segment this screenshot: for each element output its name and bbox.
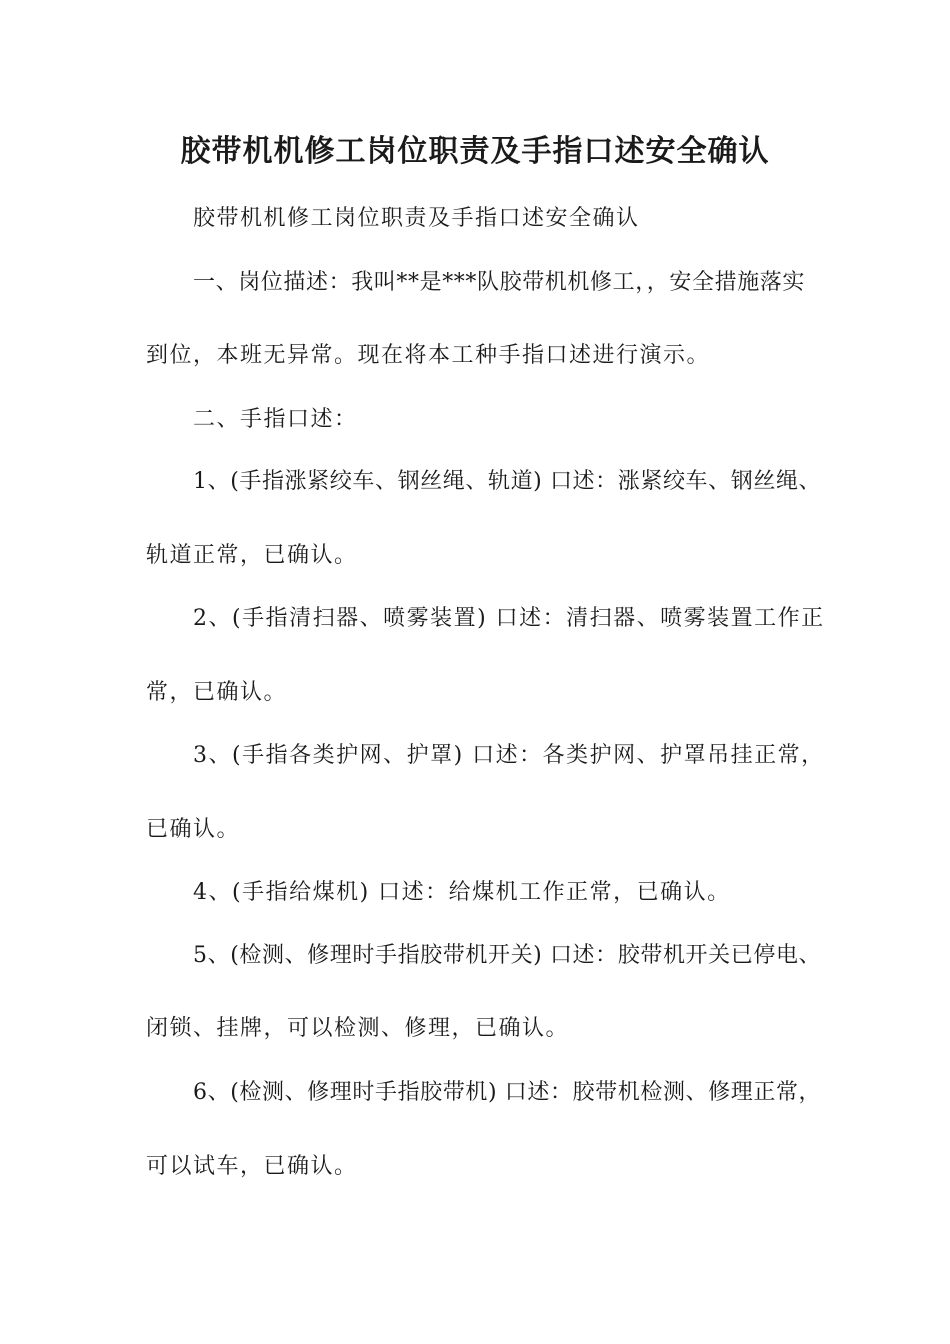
- paragraph-line: 4、(手指给煤机) 口述：给煤机工作正常，已确认。: [193, 880, 731, 905]
- paragraph-line: 2、(手指清扫器、喷雾装置) 口述：清扫器、喷雾装置工作正: [193, 606, 825, 631]
- paragraph-line: 到位，本班无异常。现在将本工种手指口述进行演示。: [146, 343, 711, 368]
- paragraph-line: 一、岗位描述：我叫**是***队胶带机机修工，，安全措施落实: [193, 270, 806, 295]
- document-title: 胶带机机修工岗位职责及手指口述安全确认: [180, 134, 770, 169]
- paragraph-line: 6、(检测、修理时手指胶带机) 口述：胶带机检测、修理正常，: [193, 1080, 822, 1105]
- paragraph-line: 轨道正常，已确认。: [146, 543, 358, 568]
- paragraph-line: 3、(手指各类护网、护罩) 口述：各类护网、护罩吊挂正常，: [193, 743, 825, 768]
- section-heading: 二、手指口述：: [193, 407, 358, 432]
- paragraph-line: 1、(手指涨紧绞车、钢丝绳、轨道) 口述：涨紧绞车、钢丝绳、: [193, 469, 822, 494]
- subtitle-line: 胶带机机修工岗位职责及手指口述安全确认: [193, 206, 640, 231]
- paragraph-line: 常，已确认。: [146, 680, 288, 705]
- paragraph-line: 闭锁、挂牌，可以检测、修理，已确认。: [146, 1016, 570, 1041]
- paragraph-line: 5、(检测、修理时手指胶带机开关) 口述：胶带机开关已停电、: [193, 943, 822, 968]
- paragraph-line: 可以试车，已确认。: [146, 1154, 358, 1179]
- paragraph-line: 已确认。: [146, 817, 241, 842]
